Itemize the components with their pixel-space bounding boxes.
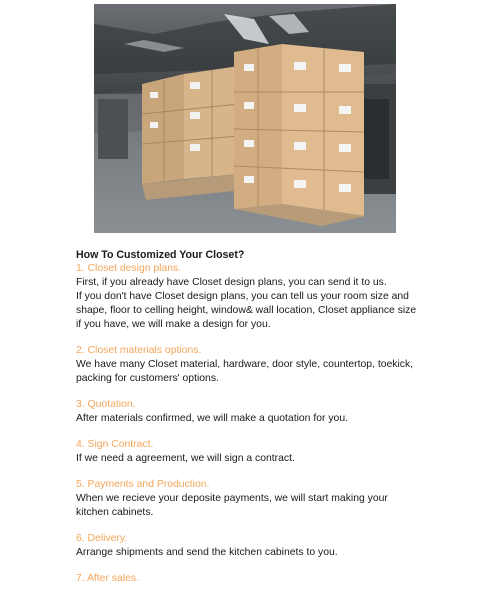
warehouse-boxes-photo [94, 4, 396, 233]
section-heading: 2. Closet materials options. [76, 345, 202, 356]
section-list [76, 262, 421, 586]
section-heading: 1. Closet design plans. [76, 263, 182, 274]
section-heading: 6. Delivery. [76, 533, 128, 544]
section-paragraph: After materials confirmed, we will make a quotation for you. [76, 413, 349, 424]
customization-article [76, 248, 421, 598]
section-heading: 5. Payments and Production. [76, 479, 210, 490]
section-step-2 [76, 344, 421, 386]
section-step-5 [76, 478, 421, 520]
section-heading: 4. Sign Contract. [76, 439, 154, 450]
section-step-3 [76, 398, 421, 426]
section-heading: 3. Quotation. [76, 399, 136, 410]
section-paragraph: If you don't have Closet design plans, you can tell us your room size and shape, floor to celling height, window& wall location, Closet appliance size if you have, we will make a design for you. [76, 291, 417, 330]
article-title: How To Customized Your Closet? [76, 249, 245, 261]
section-step-4 [76, 438, 421, 466]
section-step-6 [76, 532, 421, 560]
section-paragraph: When we recieve your deposite payments, we will start making your kitchen cabinets. [76, 493, 388, 518]
section-paragraph: First, if you already have Closet design plans, you can send it to us. [76, 277, 387, 288]
section-paragraph: We have many Closet material, hardware, door style, countertop, toekick, packing for customers' options. [76, 359, 414, 384]
section-heading: 7. After sales. [76, 573, 139, 584]
section-step-1 [76, 262, 421, 332]
section-paragraph: If we need a agreement, we will sign a contract. [76, 453, 295, 464]
section-paragraph: Arrange shipments and send the kitchen cabinets to you. [76, 547, 338, 558]
section-step-7 [76, 572, 421, 586]
